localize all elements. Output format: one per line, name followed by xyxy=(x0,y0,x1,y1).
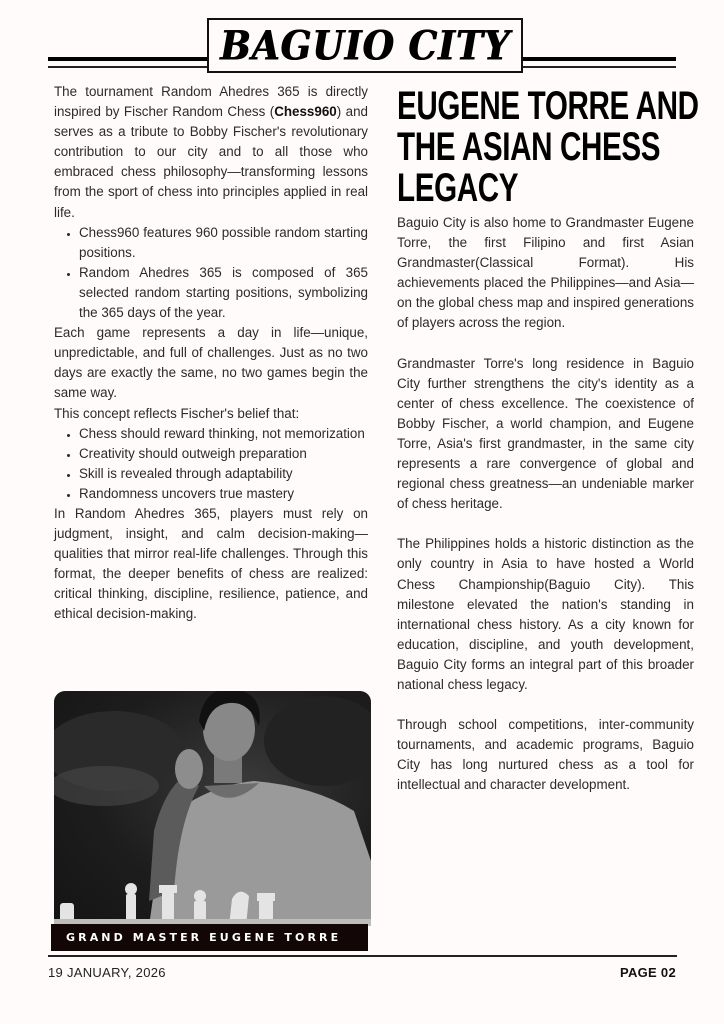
paragraph: In Random Ahedres 365, players must rely on judgment, insight, and calm decision-making—qualities that mirror real-life challenges. Through this format, the deeper benefits of chess are realized: critical thinking, discipline, resilience, patience, and ethical decision-making. xyxy=(54,505,368,622)
paragraph: This concept reflects Fischer's belief that: xyxy=(54,405,300,421)
list-item: • Randomness uncovers true mastery xyxy=(79,484,368,504)
chess960-emphasis: Chess960 xyxy=(274,104,337,120)
article-body xyxy=(397,213,694,795)
list-item: • Random Ahedres 365 is composed of 365 selected random starting positions, symbolizing the 365 days of the year. xyxy=(79,263,368,323)
list-item: • Chess960 features 960 possible random starting positions. xyxy=(79,223,368,263)
footer-rule xyxy=(48,955,677,957)
masthead xyxy=(207,18,523,73)
list-item: • Creativity should outweigh preparation xyxy=(79,444,368,464)
paragraph: The Philippines holds a historic distinction as the only country in Asia to have hosted a World Chess Championship(Baguio City). This milestone elevated the nation's standing in international chess history. As a city known for education, discipline, and youth development, Baguio City forms an integral part of this broader national chess legacy. xyxy=(397,536,694,692)
masthead-rule-thick-left xyxy=(48,57,208,61)
list-item: • Skill is revealed through adaptability xyxy=(79,464,368,484)
chess960-facts-list xyxy=(54,223,368,323)
masthead-rule-thin-right xyxy=(520,66,676,68)
photo-illustration xyxy=(54,691,371,926)
list-item: • Chess should reward thinking, not memorization xyxy=(79,424,368,444)
eugene-torre-photo xyxy=(54,691,371,926)
article-headline: EUGENE TORRE AND THE ASIAN CHESS LEGACY xyxy=(397,84,699,210)
paragraph: Baguio City is also home to Grandmaster Eugene Torre, the first Filipino and first Asian Grandmaster(Classical Format). His achievements placed the Philippines—and Asia—on the global chess map and inspired generations of players across the region. xyxy=(397,215,694,331)
fischer-beliefs-list xyxy=(54,424,368,504)
paragraph: Grandmaster Torre's long residence in Baguio City further strengthens the city's identity as a center of chess excellence. The coexistence of Bobby Fischer, a world champion, and Eugene Torre, Asia's first grandmaster, in the same city represents a rare convergence of global and regional chess greatness—an undeniable marker of chess heritage. xyxy=(397,355,694,512)
paragraph: Each game represents a day in life—unique, unpredictable, and full of challenges. Just as no two days are exactly the same, no two games begin the same way. xyxy=(54,325,368,401)
right-column xyxy=(397,84,699,815)
masthead-rule-thin-left xyxy=(48,66,208,68)
masthead-rule-thick-right xyxy=(520,57,676,61)
left-column xyxy=(54,82,368,625)
masthead-title: BAGUIO CITY xyxy=(219,21,511,70)
intro-paragraph: The tournament Random Ahedres 365 is directly inspired by Fischer Random Chess (Chess960) and serves as a tribute to Bobby Fischer's revolutionary contribution to our city and to all those who embraced chess philosophy—transforming lessons from the sport of chess into principles applied in real life. xyxy=(54,84,368,220)
footer-date: 19 JANUARY, 2026 xyxy=(48,965,166,980)
page-number: PAGE 02 xyxy=(619,965,676,980)
paragraph: Through school competitions, inter-community tournaments, and academic programs, Baguio City has long nurtured chess as a tool for intellectual and character development. xyxy=(397,717,694,793)
photo-caption: GRAND MASTER EUGENE TORRE xyxy=(51,924,368,951)
